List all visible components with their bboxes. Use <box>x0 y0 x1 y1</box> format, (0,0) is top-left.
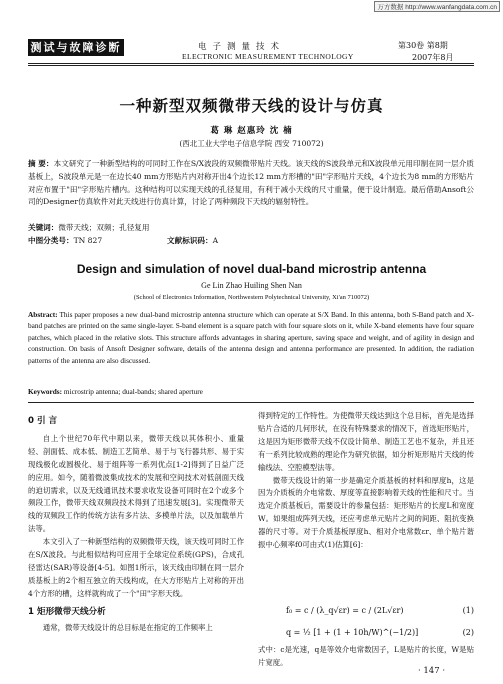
abstract-cn-label: 摘 要： <box>28 159 54 168</box>
keywords-cn <box>28 222 474 235</box>
section-0-heading: 0 引 言 <box>28 416 58 426</box>
affiliation-cn: (西北工业大学电子信息学院 西安 710072) <box>179 139 324 148</box>
doc-code-value: A <box>212 236 219 245</box>
doc-code-label: 文献标识码： <box>167 236 213 245</box>
affiliation-en: (School of Electronics Information, Northwestern Polytechnical University, Xi'an 710072) <box>133 294 370 301</box>
header-rule-2 <box>28 65 474 66</box>
equation-1 <box>256 606 474 615</box>
keywords-cn-text: 微带天线；双频；孔径复用 <box>58 223 150 232</box>
section-1-heading: 1 矩形微带天线分析 <box>28 606 106 617</box>
paper-title-cn: 一种新型双频微带天线的设计与仿真 <box>119 97 384 115</box>
abstract-en-text: This paper proposes a new dual-band microstrip antenna structure which can operate at S/X Band. In this antenna, both S-Band patch and X-band patches are printed on the same single-layer. S-band element is a square patch with four square slots on it, while X-band elements have four square patches, which placed in the relative slots. This structure affords advantages in sharing aperture, saving space and weight, and of agility in design and construction. On basis of Ansoft Designer software, details of the antenna design and antenna performance are presented. In addition, the radiation patterns of the antenna are also discussed. <box>28 310 474 365</box>
paper-title-en: Design and simulation of novel dual-band microstrip antenna <box>76 262 427 276</box>
journal-logo: 测试与故障诊断 <box>28 39 124 56</box>
right-column <box>258 410 474 552</box>
equation-notes-text: 式中：c是光速，q是等效介电常数因子，L是贴片的长度，W是贴片宽度。 <box>258 645 474 667</box>
intro-paragraph-2: 本文引入了一种新型结构的双频微带天线，该天线可同时工作在S/X波段。与此相似结构可应用于全球定位系统(GPS)，合成孔径雷达(SAR)等设备[4-5]。如图1所示，该天线由印制在同一层介质基板上的2个相互独立的天线构成，在大方形贴片上对称的开出4个方形的槽，这样就构成了一个"田"字形天线。 <box>28 537 244 598</box>
journal-name-cn: 电子测量技术 <box>198 42 286 52</box>
equation-1-formula: f₀ = c / (λ_q√εr) = c / (2L√εr) <box>286 606 404 615</box>
clc-value: TN 827 <box>73 236 103 245</box>
issue-date: 2007年8月 <box>412 53 454 62</box>
authors-en: Ge Lin Zhao Huiling Shen Nan <box>201 281 302 290</box>
equation-2-number: (2) <box>462 628 474 637</box>
section-1-paragraph: 通常，微带天线设计的总目标是在指定的工作频率上 <box>42 622 213 632</box>
abstract-en-label: Abstract: <box>28 310 58 319</box>
equation-2 <box>256 628 474 637</box>
keywords-cn-label: 关键词： <box>28 223 59 232</box>
intro-paragraph-1: 自上个世纪70年代中期以来，微带天线以其体积小、重量轻、剖面低、成本低、制造工艺简单、易于与飞行器共形、易于实现线极化或圆极化、易于组阵等一系列优点[1-2]得到了日益广泛的应用。如今，随着微波集成技术的发展和空间技术对低剖面天线的迫切需求，以及无线通讯技术要求收发设备可同时在2个或多个频段工作，微带天线双频段技术得到了迅速发展[3]。实现微带天线的双频段工作的传统方法有多片法、多模单片法，以及加载单片法等。 <box>28 433 244 534</box>
abstract-rule <box>28 402 474 403</box>
equation-1-number: (1) <box>462 606 474 615</box>
journal-name-en: ELECTRONIC MEASUREMENT TECHNOLOGY <box>182 52 354 61</box>
authors-cn: 葛 琳 赵惠玲 沈 楠 <box>210 126 293 136</box>
abstract-cn-text: 本文研究了一种新型结构的可同时工作在S/X波段的双频微带贴片天线。该天线的S波段单元和X波段单元用印制在同一层介质基板上，S波段单元是一在边长40 mm方形贴片内对称开出4个边长12 mm方形槽的"田"字形贴片天线，4个边长为8 mm的方形贴片对应布置于"田"字形贴片槽内。这种结构可以实现天线的孔径复用，有利于减小天线的尺寸重量，便于设计制造。最后借助Ansoft公司的Designer仿真软件对此天线进行仿真计算，讨论了两种频段下天线的辐射特性。 <box>28 159 474 207</box>
header-rule <box>28 63 474 64</box>
page-number: · 147 · <box>418 666 446 676</box>
abstract-cn <box>28 158 474 209</box>
right-paragraph-1: 得到特定的工作特性。为使微带天线达到这个总目标，首先是选择贴片合适的几何形状，在没有特殊要求的情况下，首选矩形贴片，这是因为矩形微带天线不仅设计简单、制造工艺也不复杂，并且还有一系列比较成熟的理论作为研究依据，如分析矩形贴片天线的传输线法、空腔模型法等。 <box>258 411 474 472</box>
equation-2-formula: q = ½ [1 + (1 + 10h/W)^(−1/2)] <box>286 628 419 637</box>
volume-issue: 第30卷 第8期 <box>398 41 448 50</box>
watermark: 万方数据 http://www.wanfangdata.com.cn <box>374 1 500 12</box>
abstract-en <box>28 309 474 366</box>
clc-label: 中图分类号： <box>28 236 74 245</box>
keywords-en-label: Keywords: <box>28 387 63 396</box>
keywords-en-text: microstrip antenna; dual-bands; shared aperture <box>63 387 203 396</box>
keywords-en <box>28 387 474 396</box>
right-paragraph-2: 微带天线设计的第一步是确定介质基板的材料和厚度h，这是因为介质板的介电常数、厚度等直接影响着天线的性能和尺寸。当选定介质基板后，需要设计的参量包括：矩形贴片的长度L和宽度W。如果组成阵列天线，还应考虑单元贴片之间的间距、阻抗变换器的尺寸等。对于介质基板厚度h、相对介电常数εr、单个贴片谐振中心频率f0可由式(1)估算[6]： <box>258 475 474 550</box>
left-column <box>28 415 244 635</box>
classification <box>28 235 474 248</box>
